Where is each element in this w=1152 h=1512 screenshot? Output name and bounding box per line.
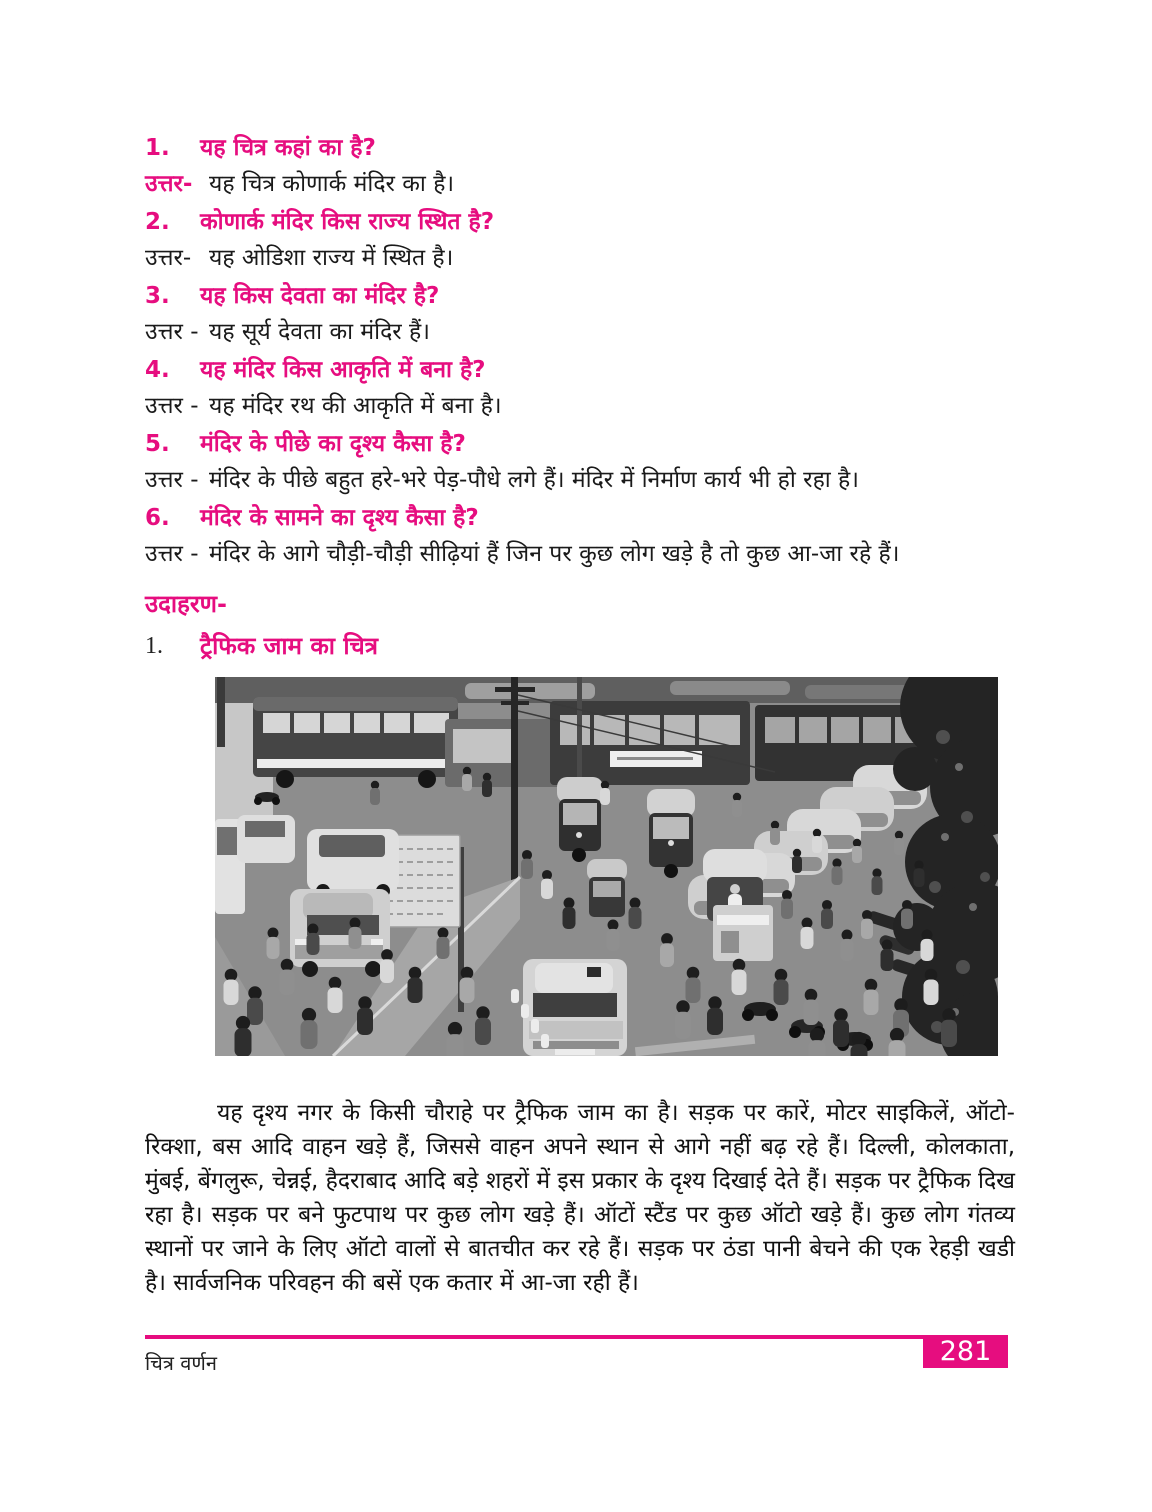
answer-label: उत्तर - [145,541,199,567]
answer-text: यह मंदिर रथ की आकृति में बना है। [209,393,502,419]
taxi-car [523,959,627,1056]
answer-label: उत्तर - [145,393,199,419]
answer-text: यह सूर्य देवता का मंदिर हैं। [209,319,430,345]
question-number: 2. [145,209,170,235]
qa-item [145,207,1015,273]
question-text: कोणार्क मंदिर किस राज्य स्थित है? [200,209,495,235]
question-text: मंदिर के सामने का दृश्य कैसा है? [200,505,479,531]
page-content [145,133,1015,1300]
answer-text: मंदिर के पीछे बहुत हरे-भरे पेड़-पौधे लगे हैं। मंदिर में निर्माण कार्य भी हो रहा है। [209,467,859,493]
qa-item [145,503,1015,569]
auto-rickshaw-front [647,789,695,878]
qa-item [145,429,1015,495]
auto-rickshaw-small [587,859,627,917]
auto-rickshaw-front [557,777,603,862]
question-text: मंदिर के पीछे का दृश्य कैसा है? [200,431,466,457]
question-row [145,133,1015,163]
question-text: यह मंदिर किस आकृति में बना है? [200,357,486,383]
example-heading: उदाहरण- [145,590,227,618]
example-section [145,589,1015,661]
question-number: 1. [145,135,170,161]
trees-group [893,677,998,1056]
answer-row [145,539,1015,569]
sedan-car [290,889,390,977]
qa-item [145,355,1015,421]
answer-label: उत्तर- [145,171,193,197]
traffic-jam-photo [215,677,998,1056]
example-title: ट्रैफिक जाम का चित्र [200,632,379,660]
answer-text: यह ओडिशा राज्य में स्थित है। [209,245,454,271]
qa-item [145,281,1015,347]
answer-label: उत्तर - [145,467,199,493]
question-text: यह चित्र कहां का है? [200,135,376,161]
answer-text: यह चित्र कोणार्क मंदिर का है। [209,171,455,197]
answer-row [145,317,1015,347]
question-number: 5. [145,431,170,457]
answer-text: मंदिर के आगे चौड़ी-चौड़ी सीढ़ियां हैं जिन पर कुछ लोग खड़े है तो कुछ आ-जा रहे हैं। [209,541,900,567]
answer-row [145,391,1015,421]
answer-row [145,243,1015,273]
vendor-cart [713,905,773,961]
question-row [145,281,1015,311]
question-number: 3. [145,283,170,309]
question-text: यह किस देवता का मंदिर है? [200,283,440,309]
page-number-badge [923,1335,1008,1368]
question-row [145,503,1015,533]
footer-section-label: चित्र वर्णन [145,1351,217,1375]
qa-list [145,133,1015,569]
page-number: 281 [939,1336,992,1367]
qa-item [145,133,1015,199]
question-number: 4. [145,357,170,383]
example-item [145,631,1015,661]
description-paragraph: यह दृश्य नगर के किसी चौराहे पर ट्रैफिक जाम का है। सड़क पर कारें, मोटर साइकिलें, ऑटो-रिक्शा, बस आदि वाहन खड़े हैं, जिससे वाहन अपने स्थान से आगे नहीं बढ़ रहे हैं। दिल्ली, कोलकाता, मुंबई, बेंगलुरू, चेन्नई, हैदराबाद आदि बड़े शहरों में इस प्रकार के दृश्य दिखाई देते हैं। सड़क पर ट्रैफिक दिख रहा है। सड़क पर बने फुटपाथ पर कुछ लोग खड़े हैं। ऑटों स्टैंड पर कुछ ऑटो खड़े हैं। कुछ लोग गंतव्य स्थानों पर जाने के लिए ऑटो वालों से बातचीत कर रहे हैं। सड़क पर ठंडा पानी बेचने की एक रेहड़ी खडी है। सार्वजनिक परिवहन की बसें एक कतार में आ-जा रही हैं। [145,1100,1015,1296]
answer-row [145,169,1015,199]
answer-row [145,465,1015,495]
question-row [145,207,1015,237]
answer-label: उत्तर- [145,245,192,271]
footer-rule [145,1335,923,1339]
question-number: 6. [145,505,170,531]
question-row [145,429,1015,459]
example-number: 1. [145,633,163,659]
hatchback-car [307,829,399,898]
answer-label: उत्तर - [145,319,199,345]
traffic-jam-photo-illustration [215,677,998,1056]
question-row [145,355,1015,385]
